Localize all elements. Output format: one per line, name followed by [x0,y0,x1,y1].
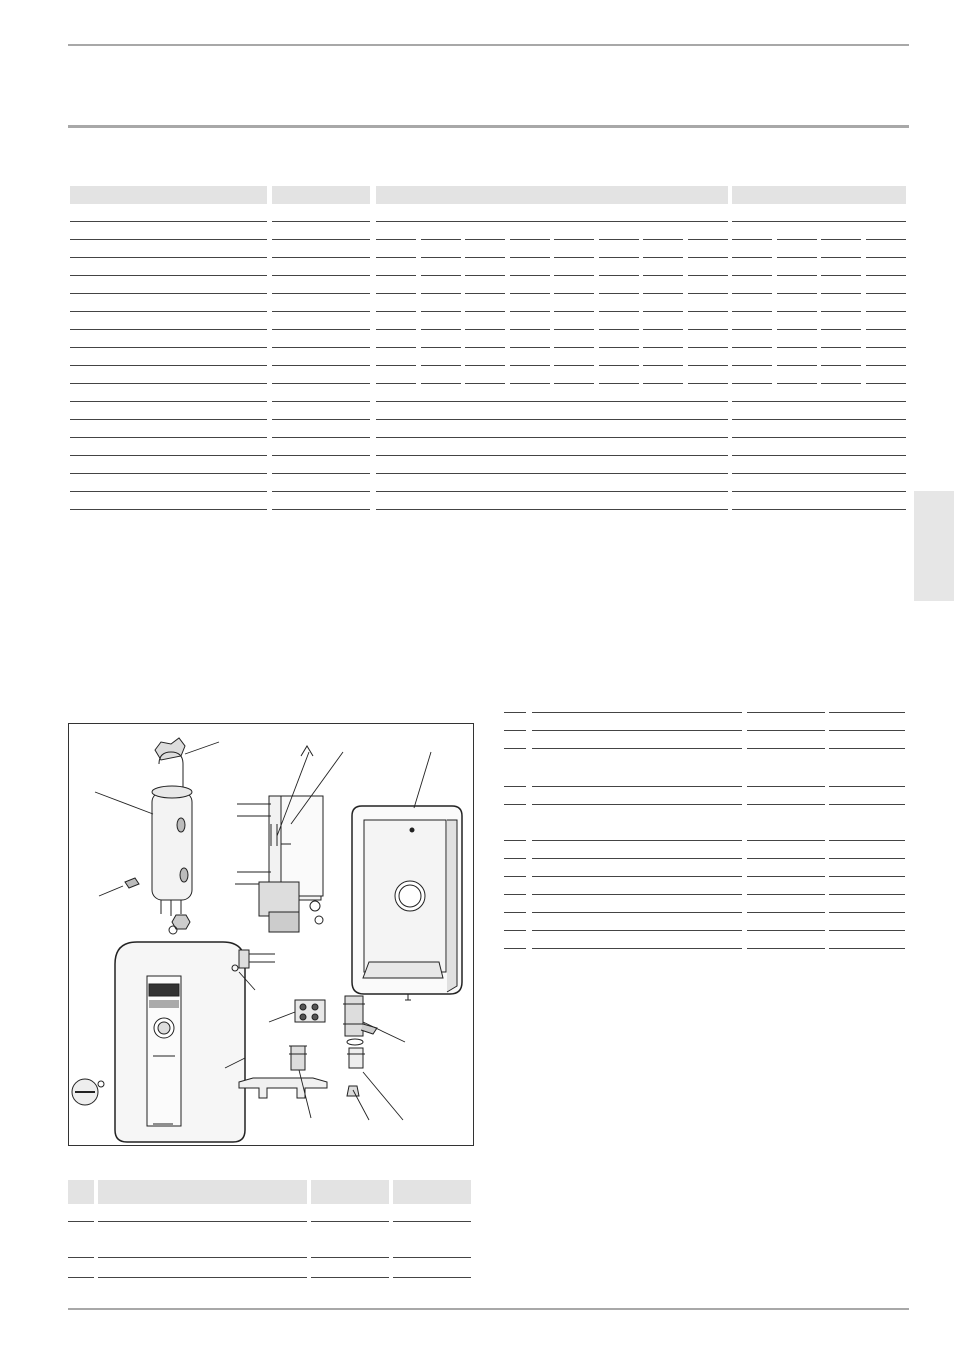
table-cell [554,382,594,384]
table-cell [829,947,905,949]
table-cell [821,274,861,276]
table-cell [421,328,461,330]
table-cell [532,747,742,749]
table-cell [747,785,825,787]
table-cell [732,418,906,420]
table-cell [70,256,267,258]
table-cell [688,328,728,330]
table-cell [829,893,905,895]
table-cell [747,911,825,913]
table-cell [70,346,267,348]
table-cell [421,256,461,258]
table-cell [732,382,772,384]
table-cell [732,328,772,330]
table-cell [866,364,906,366]
table-cell [504,893,526,895]
table-cell [866,346,906,348]
table-cell [688,364,728,366]
table-cell [554,346,594,348]
table-cell [732,346,772,348]
table-cell [821,346,861,348]
table-cell [68,1220,94,1222]
table-cell [70,292,267,294]
table-cell [777,292,817,294]
table-cell [532,711,742,713]
table-cell [504,747,526,749]
table-cell [688,382,728,384]
table-cell [777,364,817,366]
table-cell [732,436,906,438]
table-cell [643,292,683,294]
table-cell [777,382,817,384]
table-cell [747,875,825,877]
table-cell [732,256,772,258]
table-cell [98,1276,307,1278]
table-cell [599,274,639,276]
table-cell [532,929,742,931]
table-cell [599,310,639,312]
rear-panel [352,806,462,1000]
table-cell [376,310,416,312]
connection-fitting [289,1046,307,1070]
table-cell [70,220,267,222]
table-cell [732,490,906,492]
table-cell [821,292,861,294]
table-cell [747,747,825,749]
table-cell [421,238,461,240]
table-cell [554,256,594,258]
table-cell [688,256,728,258]
table-cell [421,292,461,294]
table-cell [554,238,594,240]
table-cell [70,310,267,312]
table-cell [272,256,370,258]
table-cell [70,364,267,366]
table-cell [599,382,639,384]
table-cell [747,893,825,895]
table-cell [504,803,526,805]
table-cell [510,382,550,384]
table-cell [272,364,370,366]
table-cell [532,947,742,949]
table-cell [747,947,825,949]
table-cell [376,418,728,420]
table-cell [532,875,742,877]
table-cell [532,785,742,787]
table-cell [272,328,370,330]
table-cell [376,274,416,276]
table-cell [465,310,505,312]
table-cell [821,256,861,258]
table-cell [532,857,742,859]
table-cell [376,436,728,438]
table-cell [376,508,728,510]
table-cell [70,508,267,510]
table-cell [376,490,728,492]
table-cell [510,364,550,366]
table-cell [510,328,550,330]
table-cell [272,400,370,402]
table-cell [829,729,905,731]
table-cell [599,346,639,348]
table-cell [643,274,683,276]
table-cell [732,364,772,366]
table-cell [272,292,370,294]
table-cell [643,328,683,330]
table-cell [376,328,416,330]
table-cell [866,256,906,258]
cover-cap [347,1086,359,1096]
table-cell [829,747,905,749]
table-cell [599,364,639,366]
table-cell [532,729,742,731]
table-cell [747,729,825,731]
table-cell [465,328,505,330]
table-header-cell [732,186,906,204]
table-cell [688,346,728,348]
table-cell [70,472,267,474]
table-cell [732,292,772,294]
table-cell [829,711,905,713]
table-cell [70,454,267,456]
table-cell [732,220,906,222]
table-cell [829,929,905,931]
pcb-assembly [235,746,323,932]
table-cell [376,238,416,240]
table-cell [272,436,370,438]
table-cell [732,310,772,312]
table-cell [643,238,683,240]
table-cell [777,346,817,348]
table-cell [866,274,906,276]
table-cell [376,346,416,348]
table-cell [747,711,825,713]
table-cell [732,508,906,510]
table-cell [70,274,267,276]
table-cell [866,382,906,384]
table-cell [732,454,906,456]
table-cell [70,418,267,420]
table-cell [829,785,905,787]
table-cell [821,328,861,330]
table-cell [465,274,505,276]
table-cell [504,711,526,713]
table-cell [599,238,639,240]
front-cover [115,942,245,1142]
table-cell [554,364,594,366]
table-cell [532,911,742,913]
table-cell [311,1256,389,1258]
table-cell [777,274,817,276]
table-cell [866,238,906,240]
table-cell [510,346,550,348]
table-cell [504,947,526,949]
table-cell [504,839,526,841]
table-cell [554,292,594,294]
header-rule-bottom [68,125,909,128]
table-cell [554,328,594,330]
valve-fitting [343,996,377,1068]
table-cell [688,274,728,276]
table-cell [376,382,416,384]
table-cell [421,310,461,312]
chapter-side-tab [914,491,954,601]
table-cell [70,490,267,492]
table-cell [272,490,370,492]
table-cell [376,454,728,456]
table-header-cell [68,1180,94,1204]
table-cell [70,238,267,240]
exploded-view-drawing [69,724,475,1147]
table-cell [821,238,861,240]
exploded-view-figure [68,723,474,1146]
header-rule-top [68,44,909,46]
table-cell [866,292,906,294]
table-cell [421,364,461,366]
table-cell [70,400,267,402]
table-cell [98,1256,307,1258]
table-cell [465,364,505,366]
table-cell [70,328,267,330]
table-cell [504,785,526,787]
temperature-knob [72,1079,104,1105]
table-cell [643,364,683,366]
table-cell [465,382,505,384]
table-cell [643,382,683,384]
table-cell [732,274,772,276]
footer-rule [68,1308,909,1310]
table-cell [866,328,906,330]
table-header-cell [311,1180,389,1204]
table-cell [747,929,825,931]
table-cell [272,346,370,348]
table-cell [272,310,370,312]
heater-element [152,738,192,934]
table-cell [510,274,550,276]
table-cell [554,274,594,276]
table-cell [510,238,550,240]
table-cell [554,310,594,312]
table-cell [272,454,370,456]
table-cell [465,292,505,294]
table-cell [643,310,683,312]
table-cell [732,400,906,402]
table-cell [688,292,728,294]
table-header-cell [393,1180,471,1204]
table-cell [510,256,550,258]
table-cell [747,803,825,805]
table-cell [747,839,825,841]
table-cell [829,839,905,841]
terminal-block [295,1000,325,1022]
table-cell [777,310,817,312]
table-cell [393,1220,471,1222]
table-cell [829,803,905,805]
table-cell [272,274,370,276]
table-cell [272,382,370,384]
table-cell [829,911,905,913]
table-cell [510,292,550,294]
table-cell [777,238,817,240]
table-cell [821,364,861,366]
table-cell [272,418,370,420]
table-cell [421,274,461,276]
table-cell [777,328,817,330]
table-cell [643,256,683,258]
table-cell [376,364,416,366]
table-cell [376,220,728,222]
table-cell [829,875,905,877]
table-cell [688,310,728,312]
table-cell [465,256,505,258]
table-cell [421,346,461,348]
table-cell [70,382,267,384]
table-cell [272,508,370,510]
table-cell [732,472,906,474]
table-cell [68,1276,94,1278]
table-cell [465,346,505,348]
table-cell [376,256,416,258]
table-header-cell [98,1180,307,1204]
table-cell [732,238,772,240]
table-cell [532,893,742,895]
table-cell [643,346,683,348]
table-header-cell [376,186,728,204]
table-cell [532,803,742,805]
table-cell [421,382,461,384]
table-cell [311,1220,389,1222]
table-cell [599,328,639,330]
table-cell [393,1256,471,1258]
screw-connector [125,878,139,888]
table-cell [465,238,505,240]
table-cell [747,857,825,859]
table-cell [272,472,370,474]
table-cell [504,729,526,731]
table-cell [504,929,526,931]
table-cell [829,857,905,859]
table-cell [98,1220,307,1222]
table-cell [504,911,526,913]
table-cell [70,436,267,438]
mounting-rail [239,1078,327,1098]
table-cell [376,292,416,294]
table-header-cell [70,186,267,204]
table-cell [866,310,906,312]
table-cell [311,1276,389,1278]
table-cell [599,256,639,258]
table-cell [688,238,728,240]
table-cell [599,292,639,294]
table-cell [272,238,370,240]
table-cell [68,1256,94,1258]
table-cell [532,839,742,841]
table-cell [376,400,728,402]
table-cell [821,310,861,312]
table-header-cell [272,186,370,204]
table-cell [376,472,728,474]
table-cell [272,220,370,222]
table-cell [821,382,861,384]
table-cell [510,310,550,312]
table-cell [777,256,817,258]
table-cell [504,857,526,859]
table-cell [393,1276,471,1278]
table-cell [504,875,526,877]
